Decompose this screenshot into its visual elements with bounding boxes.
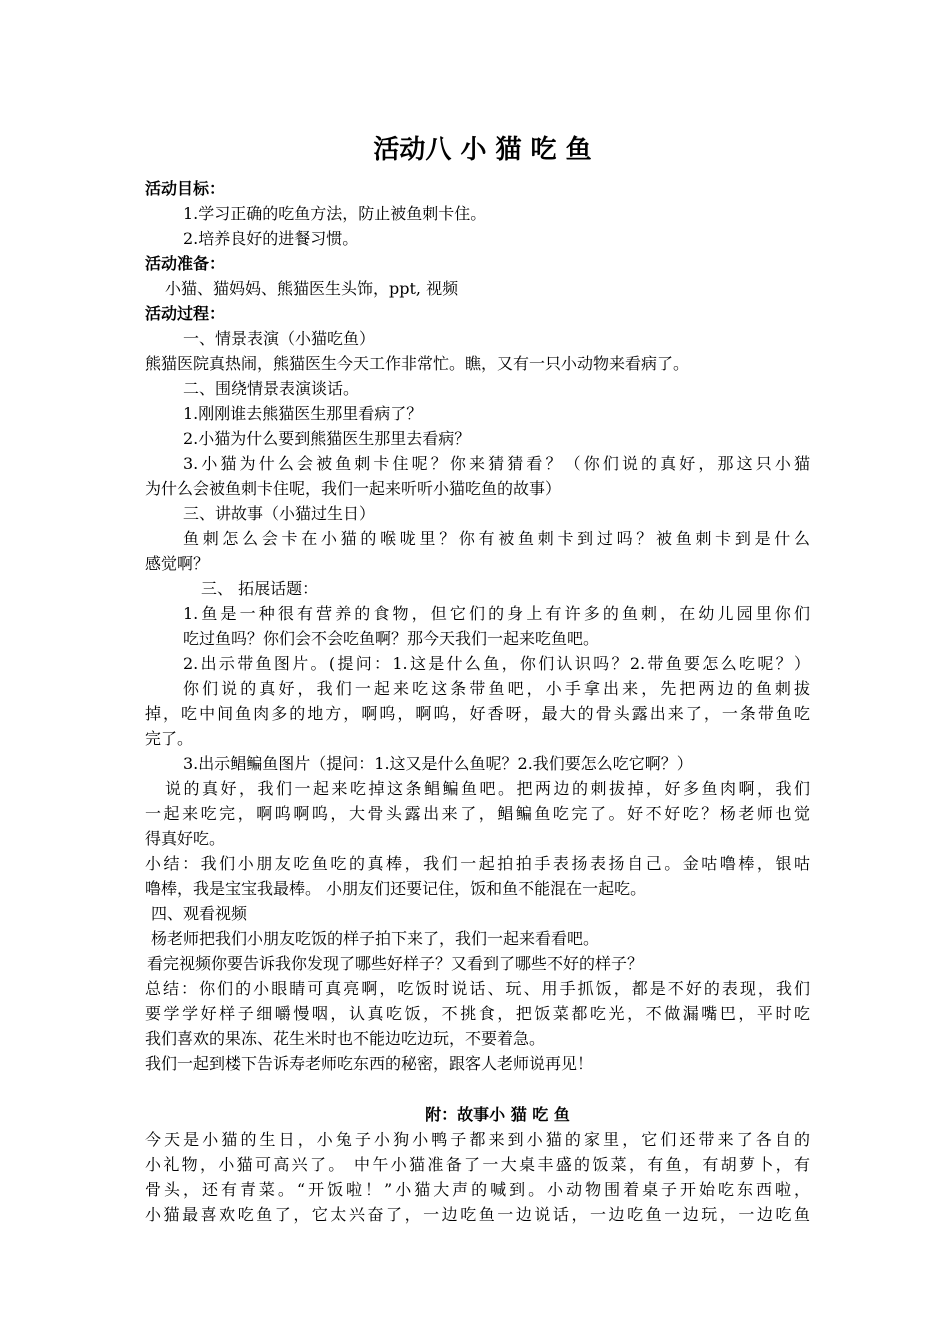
paragraph-line: 看完视频你要告诉我你发现了哪些好样子？又看到了哪些不好的样子？ [147,954,644,973]
paragraph-line: 吃过鱼吗？你们会不会吃鱼啊？那今天我们一起来吃鱼吧。 [183,629,600,648]
paragraph-line: 3.出示鲳鳊鱼图片（提问：1.这又是什么鱼呢？2.我们要怎么吃它啊？） [183,754,693,773]
section-heading: 活动过程： [145,304,226,323]
page-title: 活动八 小 猫 吃 鱼 [373,135,592,165]
paragraph-line: 得真好吃。 [145,829,226,848]
paragraph-line: 三、讲故事（小猫过生日） [183,504,376,523]
blank-line [145,1076,810,1102]
paragraph-line: 三、 拓展话题： [201,579,319,598]
paragraph-line: 小结：我们小朋友吃鱼吃的真棒，我们一起拍拍手表扬表扬自己。金咕噜棒，银咕 [145,854,810,873]
paragraph-line: 2.出示带鱼图片。(提问：1.这是什么鱼，你们认识吗？2.带鱼要怎么吃呢？） [183,654,810,673]
paragraph-line: 感觉啊？ [145,554,210,573]
section-heading: 活动准备： [145,254,226,273]
paragraph-line: 2.小猫为什么要到熊猫医生那里去看病？ [183,429,471,448]
appendix-heading: 附：故事小 猫 吃 鱼 [425,1105,570,1124]
paragraph-line: 为什么会被鱼刺卡住呢，我们一起来听听小猫吃鱼的故事） [145,479,562,498]
paragraph-line: 总结：你们的小眼睛可真亮啊，吃饭时说话、玩、用手抓饭，都是不好的表现，我们 [145,979,810,998]
paragraph-line: 今天是小猫的生日，小兔子小狗小鸭子都来到小猫的家里，它们还带来了各自的 [145,1130,810,1149]
paragraph-line: 1.刚刚谁去熊猫医生那里看病了？ [183,404,423,423]
section-heading: 活动目标： [145,179,226,198]
paragraph-line: 小礼物，小猫可高兴了。 中午小猫准备了一大桌丰盛的饭菜，有鱼，有胡萝卜，有 [145,1155,810,1174]
paragraph-line: 一、情景表演（小猫吃鱼） [183,329,376,348]
paragraph-line: 骨头，还有青菜。“开饭啦！”小猫大声的喊到。小动物围着桌子开始吃东西啦， [145,1180,810,1199]
paragraph-line: 二、围绕情景表演谈话。 [183,379,360,398]
paragraph-line: 小猫、猫妈妈、熊猫医生头饰，ppt, 视频 [165,279,459,298]
paragraph-line: 我们一起到楼下告诉寿老师吃东西的秘密，跟客人老师说再见！ [145,1054,594,1073]
paragraph-line: 你们说的真好，我们一起来吃这条带鱼吧，小手拿出来，先把两边的鱼刺拔 [183,679,810,698]
paragraph-line: 完了。 [145,729,194,748]
paragraph-line: 鱼刺怎么会卡在小猫的喉咙里？你有被鱼刺卡到过吗？被鱼刺卡到是什么 [183,529,810,548]
paragraph-line: 说的真好，我们一起来吃掉这条鲳鳊鱼吧。把两边的刺拔掉，好多鱼肉啊，我们 [165,779,810,798]
paragraph-line: 2.培养良好的进餐习惯。 [183,229,359,248]
paragraph-line: 我们喜欢的果冻、花生米时也不能边吃边玩，不要着急。 [145,1029,546,1048]
paragraph-line: 小猫最喜欢吃鱼了，它太兴奋了，一边吃鱼一边说话，一边吃鱼一边玩，一边吃鱼 [145,1205,810,1224]
paragraph-line: 四、观看视频 [151,904,248,923]
document-body [145,132,810,1227]
paragraph-line: 掉，吃中间鱼肉多的地方，啊呜，啊呜，好香呀，最大的骨头露出来了，一条带鱼吃 [145,704,810,723]
paragraph-line: 3.小猫为什么会被鱼刺卡住呢？你来猜猜看？（你们说的真好，那这只小猫 [183,454,810,473]
paragraph-line: 要学学好样子细嚼慢咽，认真吃饭，不挑食，把饭菜都吃光，不做漏嘴巴，平时吃 [145,1004,810,1023]
paragraph-line: 1.鱼是一种很有营养的食物，但它们的身上有许多的鱼刺，在幼儿园里你们 [183,604,810,623]
paragraph-line: 一起来吃完，啊呜啊呜，大骨头露出来了，鲳鳊鱼吃完了。好不好吃？杨老师也觉 [145,804,810,823]
paragraph-line: 杨老师把我们小朋友吃饭的样子拍下来了，我们一起来看看吧。 [151,929,600,948]
paragraph-line: 噜棒，我是宝宝我最棒。 小朋友们还要记住，饭和鱼不能混在一起吃。 [145,879,647,898]
paragraph-line: 熊猫医院真热闹，熊猫医生今天工作非常忙。瞧，又有一只小动物来看病了。 [145,354,690,373]
paragraph-line: 1.学习正确的吃鱼方法，防止被鱼刺卡住。 [183,204,487,223]
